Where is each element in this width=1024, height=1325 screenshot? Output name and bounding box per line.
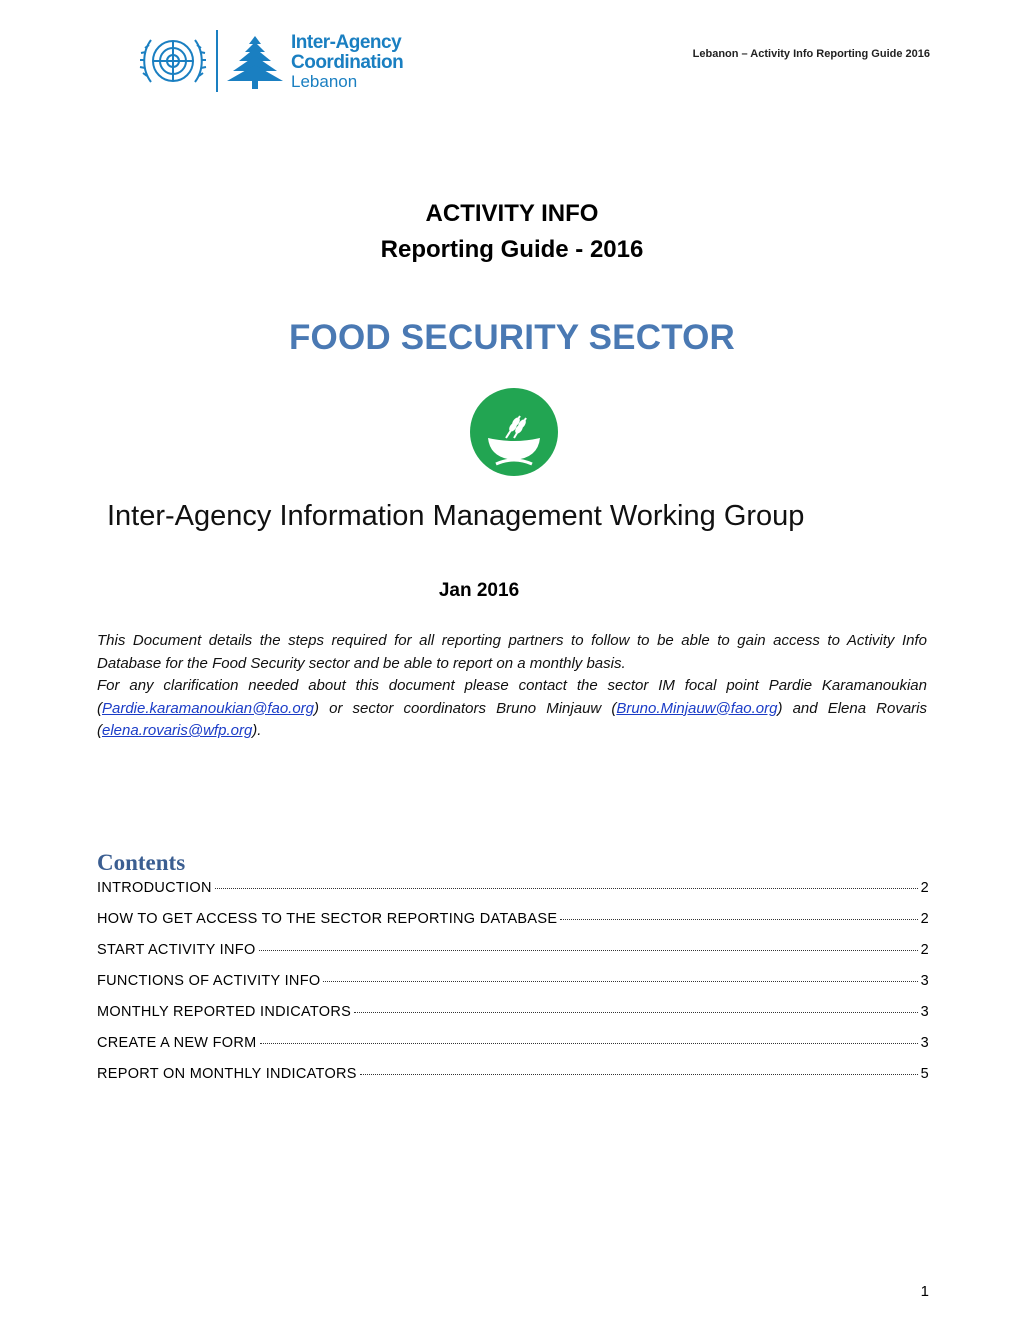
working-group-name: Inter-Agency Information Management Working Group <box>107 500 805 532</box>
food-security-bowl-icon <box>468 386 560 478</box>
toc-entry-indicators[interactable] <box>97 1004 929 1035</box>
toc-entry-title: REPORT ON MONTHLY INDICATORS <box>97 1066 357 1082</box>
document-subtitle: Reporting Guide - 2016 <box>380 236 644 263</box>
intro-p2-part-b: ) or sector coordinators Bruno Minjauw ( <box>314 699 617 717</box>
toc-entry-page: 3 <box>920 973 929 989</box>
cedar-tree-icon <box>225 34 285 90</box>
email-link-bruno[interactable]: Bruno.Minjauw@fao.org <box>616 699 778 717</box>
toc-entry-functions[interactable] <box>97 973 929 1004</box>
toc-entry-page: 3 <box>920 1035 929 1051</box>
sector-title: FOOD SECURITY SECTOR <box>288 318 736 357</box>
toc-entry-page: 2 <box>920 911 929 927</box>
toc-entry-page: 2 <box>920 880 929 896</box>
toc-entry-introduction[interactable] <box>97 880 929 911</box>
contents-heading: Contents <box>97 850 186 875</box>
intro-text <box>97 630 927 743</box>
toc-leader-dots <box>360 1074 918 1075</box>
toc-entry-title: FUNCTIONS OF ACTIVITY INFO <box>97 973 321 989</box>
page-number: 1 <box>920 1283 929 1300</box>
toc-entry-title: HOW TO GET ACCESS TO THE SECTOR REPORTING DATABASE <box>97 911 558 927</box>
toc-entry-page: 3 <box>920 1004 929 1020</box>
org-name-line3: Lebanon <box>291 72 358 91</box>
toc-entry-title: MONTHLY REPORTED INDICATORS <box>97 1004 352 1020</box>
toc-leader-dots <box>215 888 918 889</box>
email-link-elena[interactable]: elena.rovaris@wfp.org <box>102 722 253 739</box>
document-date: Jan 2016 <box>438 580 520 601</box>
intro-p2-part-d: ). <box>252 722 262 739</box>
toc-entry-new-form[interactable] <box>97 1035 929 1066</box>
toc-leader-dots <box>259 950 918 951</box>
toc-entry-access[interactable] <box>97 911 929 942</box>
intro-paragraph-2 <box>97 675 927 743</box>
intro-paragraph-1: This Document details the steps required for all reporting partners to follow to be able to gain access to Activity Info Database for the Food Security sector and be able to report on a monthly basis. <box>97 632 927 672</box>
intro-p2-part-c: ) and Elena Rovaris ( <box>97 699 927 739</box>
toc-entry-start[interactable] <box>97 942 929 973</box>
document-title: ACTIVITY INFO <box>425 200 599 227</box>
toc-entry-title: INTRODUCTION <box>97 880 212 896</box>
un-emblem-icon <box>138 30 208 94</box>
org-name-line2: Coordination <box>291 52 404 73</box>
toc-leader-dots <box>323 981 917 982</box>
toc-entry-report[interactable] <box>97 1066 929 1097</box>
toc-entry-title: START ACTIVITY INFO <box>97 942 256 958</box>
email-link-pardie[interactable]: Pardie.karamanoukian@fao.org <box>102 699 315 717</box>
org-name <box>291 33 431 91</box>
intro-p2-part-a: For any clarification needed about this document please contact the sector IM focal point Pardie Karamanoukian ( <box>97 677 927 717</box>
org-name-line1: Inter-Agency <box>291 32 402 53</box>
running-header: Lebanon – Activity Info Reporting Guide 2016 <box>692 48 930 60</box>
table-of-contents <box>97 880 929 1097</box>
logo-divider <box>216 30 218 92</box>
toc-leader-dots <box>354 1012 918 1013</box>
toc-entry-page: 2 <box>920 942 929 958</box>
toc-leader-dots <box>560 919 917 920</box>
toc-entry-title: CREATE A NEW FORM <box>97 1035 257 1051</box>
toc-entry-page: 5 <box>920 1066 929 1082</box>
toc-leader-dots <box>260 1043 918 1044</box>
